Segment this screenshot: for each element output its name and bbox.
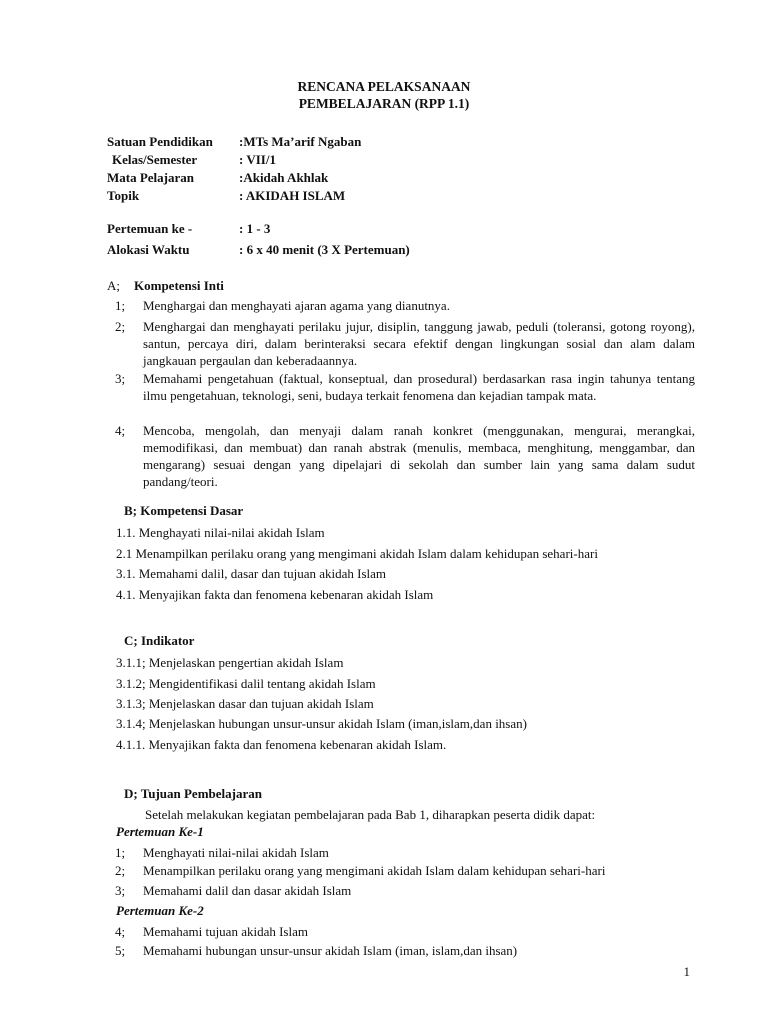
info-label: Pertemuan ke - (107, 221, 193, 236)
section-title: C; Indikator (124, 633, 195, 648)
list-item-text: Memahami tujuan akidah Islam (143, 924, 308, 939)
info-value: :MTs Ma’arif Ngaban (239, 134, 362, 149)
info-label: Topik (107, 188, 140, 203)
section-intro: Setelah melakukan kegiatan pembelajaran pada Bab 1, diharapkan peserta didik dapat: (145, 807, 596, 822)
list-item-number: 2; (115, 863, 126, 878)
list-item: 3.1. Memahami dalil, dasar dan tujuan akidah Islam (116, 566, 387, 581)
info-label: Kelas/Semester (112, 152, 198, 167)
list-item: 2.1 Menampilkan perilaku orang yang mengimani akidah Islam dalam kehidupan sehari-hari (116, 546, 598, 561)
document-title-line-2: PEMBELAJARAN (RPP 1.1) (298, 96, 470, 111)
list-item-text: Menghargai dan menghayati ajaran agama yang dianutnya. (143, 298, 450, 313)
list-item-number: 4; (115, 423, 126, 438)
list-item-text: Memahami dalil dan dasar akidah Islam (143, 883, 352, 898)
page-number: 1 (683, 964, 690, 979)
info-value: : VII/1 (239, 152, 276, 167)
list-item: 3.1.3; Menjelaskan dasar dan tujuan akidah Islam (116, 696, 374, 711)
list-item-number: 1; (115, 298, 126, 313)
info-label: Alokasi Waktu (107, 242, 190, 257)
section-title: Kompetensi Inti (134, 278, 224, 293)
info-label: Satuan Pendidikan (107, 134, 213, 149)
document-title-line-1: RENCANA PELAKSANAAN (297, 79, 471, 94)
meeting-heading: Pertemuan Ke-2 (116, 903, 204, 918)
list-item: 3.1.1; Menjelaskan pengertian akidah Islam (116, 655, 344, 670)
section-marker: A; (107, 278, 120, 293)
list-item: 1.1. Menghayati nilai-nilai akidah Islam (116, 525, 325, 540)
info-value: : 1 - 3 (239, 221, 271, 236)
info-label: Mata Pelajaran (107, 170, 195, 185)
info-value: : AKIDAH ISLAM (239, 188, 346, 203)
list-item: 3.1.4; Menjelaskan hubungan unsur-unsur akidah Islam (iman,islam,dan ihsan) (116, 716, 527, 731)
list-item-number: 1; (115, 845, 126, 860)
info-value: :Akidah Akhlak (239, 170, 329, 185)
list-item-number: 2; (115, 319, 126, 334)
list-item-text: Menghayati nilai-nilai akidah Islam (143, 845, 329, 860)
list-item-text: Memahami pengetahuan (faktual, konseptual, dan prosedural) berdasarkan rasa ingin tahunya tentang ilmu pengetahuan, teknologi, seni, budaya terkait fenomena dan kejadian tampak mata. (143, 371, 695, 403)
info-value: : 6 x 40 menit (3 X Pertemuan) (239, 242, 410, 257)
list-item: 3.1.2; Mengidentifikasi dalil tentang akidah Islam (116, 676, 376, 691)
list-item-number: 3; (115, 883, 126, 898)
section-title: D; Tujuan Pembelajaran (124, 786, 262, 801)
list-item-text: Menampilkan perilaku orang yang mengimani akidah Islam dalam kehidupan sehari-hari (143, 863, 606, 878)
meeting-heading: Pertemuan Ke-1 (116, 824, 204, 839)
list-item-text: Memahami hubungan unsur-unsur akidah Islam (iman, islam,dan ihsan) (143, 943, 518, 958)
list-item: 4.1. Menyajikan fakta dan fenomena kebenaran akidah Islam (116, 587, 434, 602)
list-item: 4.1.1. Menyajikan fakta dan fenomena kebenaran akidah Islam. (116, 737, 447, 752)
list-item-text: Menghargai dan menghayati perilaku jujur, disiplin, tanggung jawab, peduli (toleransi, gotong royong), santun, percaya diri, dalam berinteraksi secara efektif dengan lingkungan sosial dan alam dalam jangkauan pergaulan dan keberadaannya. (143, 319, 695, 368)
list-item-number: 3; (115, 371, 126, 386)
list-item-text: Mencoba, mengolah, dan menyaji dalam ranah konkret (menggunakan, mengurai, merangkai, memodifikasi, dan membuat) dan ranah abstrak (menulis, membaca, menghitung, menggambar, dan mengarang) sesuai dengan yang dipelajari di sekolah dan sumber lain yang sama dalam sudut pandang/teori. (143, 423, 695, 489)
list-item-number: 5; (115, 943, 126, 958)
list-item-number: 4; (115, 924, 126, 939)
section-title: B; Kompetensi Dasar (124, 503, 244, 518)
